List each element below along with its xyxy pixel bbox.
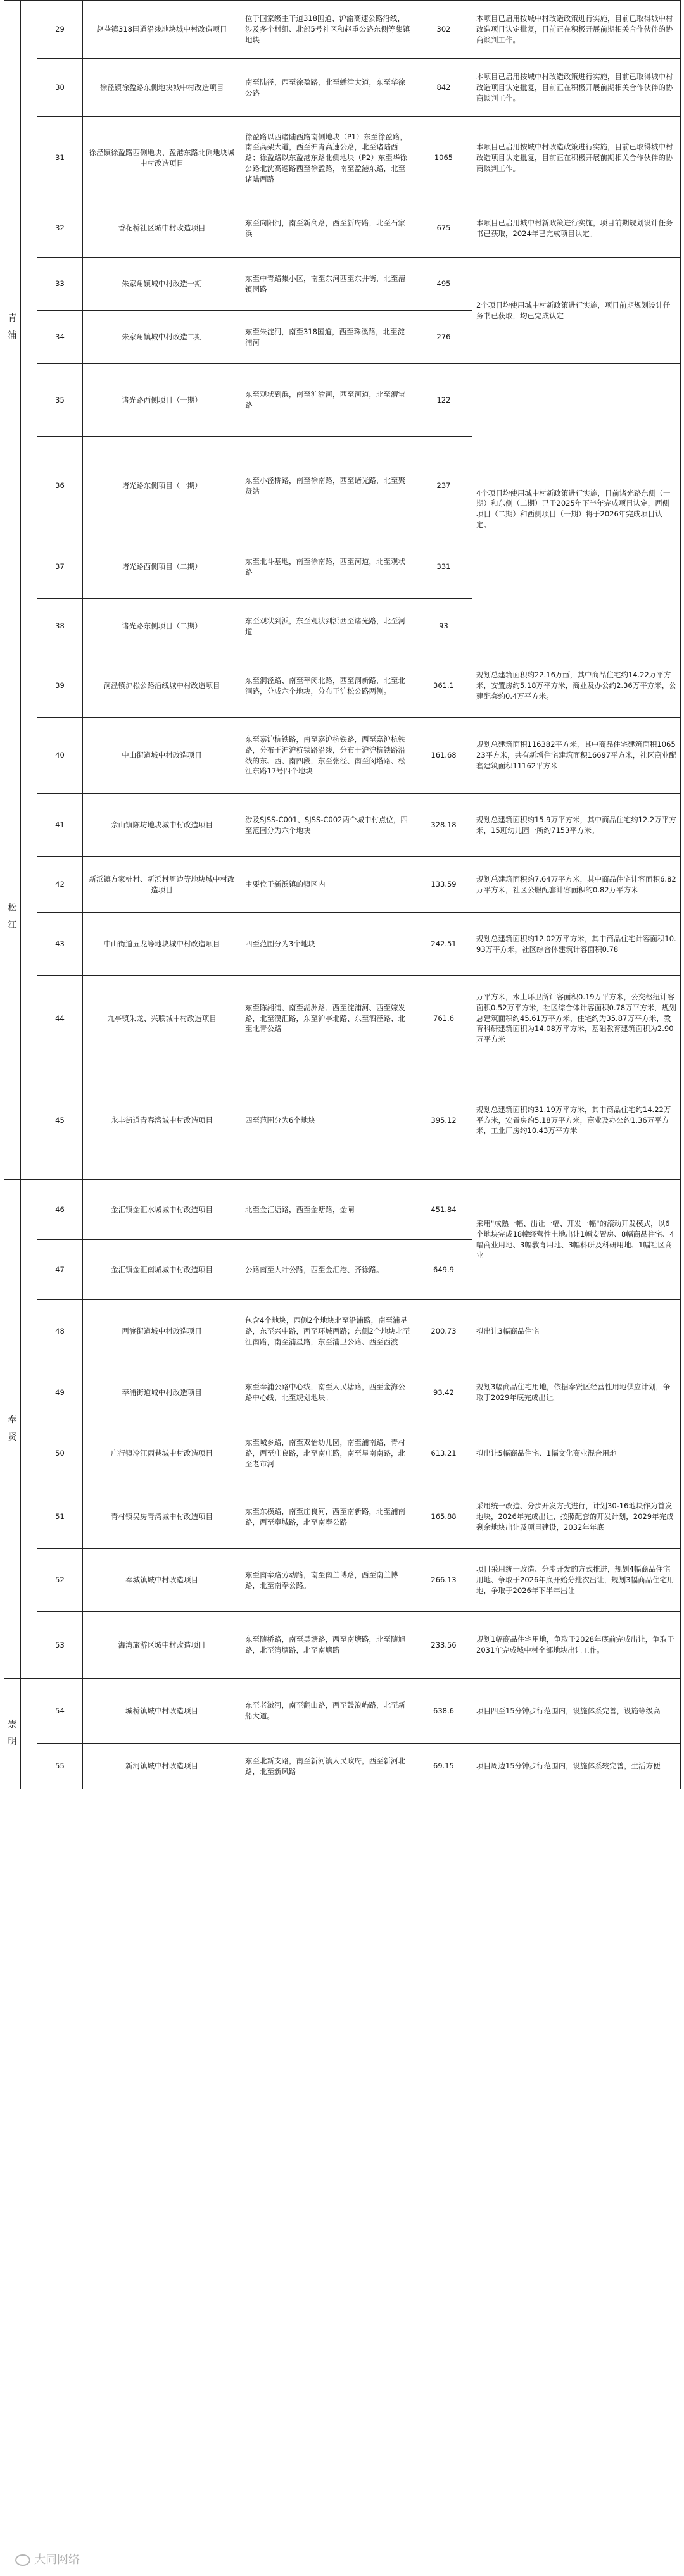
row-number: 32 xyxy=(37,199,83,258)
row-number: 29 xyxy=(37,1,83,59)
project-area: 302 xyxy=(415,1,472,59)
project-name: 徐泾镇徐盈路西侧地块、盈港东路北侧地块城中村改造项目 xyxy=(83,117,241,199)
table-row xyxy=(4,794,681,857)
project-name: 诸光路西侧项目（二期） xyxy=(83,535,241,599)
project-range: 东至北斗基地，南至徐南路，西至河道，北至观状路 xyxy=(241,535,415,599)
project-note: 项目四至15分钟步行范围内，设施体系完善，设施等级高 xyxy=(472,1679,681,1744)
project-area: 165.88 xyxy=(415,1485,472,1549)
project-name: 诸光路东侧项目（一期） xyxy=(83,437,241,535)
project-area: 200.73 xyxy=(415,1300,472,1363)
row-number: 38 xyxy=(37,599,83,654)
table-row xyxy=(4,1300,681,1363)
project-range: 四至范围分为3个地块 xyxy=(241,913,415,976)
table-row xyxy=(4,1363,681,1422)
project-area: 93.42 xyxy=(415,1363,472,1422)
project-note: 规划总建筑面积约31.19万平方米，其中商品住宅约14.22万平方米，安置房约5.18万平方米，商业及办公约1.36万平方米，工业厂房约10.43万平方米 xyxy=(472,1061,681,1180)
project-note: 4个项目均使用城中村新政策进行实施，目前诸光路东侧（一期）和东侧（二期）已于2025年下半年完成项目认定，西侧项目（二期）和西侧项目（一期）将于2026年完成项目认定。 xyxy=(472,364,681,654)
table-row xyxy=(4,1744,681,1789)
table-row xyxy=(4,1549,681,1612)
project-name: 金汇镇金汇南城城中村改造项目 xyxy=(83,1240,241,1300)
project-note: 规划总建筑面积约12.02万平方米，其中商品住宅计容面积10.93万平方米，社区综合体建筑计容面积0.78 xyxy=(472,913,681,976)
watermark xyxy=(15,2551,80,2567)
project-range: 四至范围分为6个地块 xyxy=(241,1061,415,1180)
project-name: 海湾旅游区城中村改造项目 xyxy=(83,1612,241,1679)
project-range: 涉及SJSS-C001、SJSS-C002两个城中村点位，四至范围分为六个地块 xyxy=(241,794,415,857)
project-range: 东至小泾桥路，南至徐南路，西至诸光路，北至聚贤站 xyxy=(241,437,415,535)
row-number: 39 xyxy=(37,654,83,718)
project-range: 东至南奉路劳动路，南至南兰博路，西至南兰博路，北至南奉公路。 xyxy=(241,1549,415,1612)
watermark-text: 大同网络 xyxy=(34,2553,80,2566)
project-range: 东至城乡路，南至双怡幼儿园，南至浦南路，青村路，西至庄良路，北至南庄路，南至星南南路，北至老市河 xyxy=(241,1422,415,1485)
district-chongming xyxy=(4,1679,21,1789)
project-name: 金汇镇金汇水城城中村改造项目 xyxy=(83,1180,241,1240)
district-label: 松江 xyxy=(8,903,17,930)
project-area: 276 xyxy=(415,311,472,364)
table-row xyxy=(4,1,681,59)
row-number: 50 xyxy=(37,1422,83,1485)
project-range: 东至嘉沪杭铁路，南至嘉沪杭铁路，西至嘉沪杭铁路，分布于沪沪杭铁路沿线，分布于沪沪杭铁路沿线的东、西、南四段，东至张泾、南至闵塔路、松江东路17号四个地块 xyxy=(241,718,415,794)
project-note: 拟出让5幅商品住宅、1幅文化商业混合用地 xyxy=(472,1422,681,1485)
row-number: 46 xyxy=(37,1180,83,1240)
project-area: 613.21 xyxy=(415,1422,472,1485)
project-range: 东至洞泾路、南至莘闵北路，西至洞新路，北至北洞路，分成六个地块，分布于沪松公路两侧。 xyxy=(241,654,415,718)
district-label: 青浦 xyxy=(8,313,17,341)
project-note: 项目周边15分钟步行范围内，设施体系较完善，生活方便 xyxy=(472,1744,681,1789)
watermark-logo-icon xyxy=(15,2554,30,2566)
project-name: 徐泾镇徐盈路东侧地块城中村改造项目 xyxy=(83,59,241,117)
table-row xyxy=(4,258,681,311)
project-area: 675 xyxy=(415,199,472,258)
project-name: 奉浦街道城中村改造项目 xyxy=(83,1363,241,1422)
project-range: 东至向阳河，南至新高路，西至新府路，北至石家浜 xyxy=(241,199,415,258)
row-number: 40 xyxy=(37,718,83,794)
table-row xyxy=(4,117,681,199)
project-name: 新浜镇方家桩村、新浜村周边等地块城中村改造项目 xyxy=(83,857,241,913)
project-name: 香花桥社区城中村改造项目 xyxy=(83,199,241,258)
project-range: 公路南至大叶公路，西至金汇港、齐徐路。 xyxy=(241,1240,415,1300)
project-name: 诸光路东侧项目（二期） xyxy=(83,599,241,654)
row-number: 48 xyxy=(37,1300,83,1363)
project-range: 徐盈路以西诸陆西路南侧地块（P1）东至徐盈路，南至高架大道，西至沪青高速公路，北至诸陆西路；徐盈路以东盈港东路北侧地块（P2）东至华徐公路北沈高速路西至徐盈路，南至盈港东路，北至诸陆西路 xyxy=(241,117,415,199)
project-range: 东至北新支路，南至新河镇人民政府，西至新河北路，北至新风路 xyxy=(241,1744,415,1789)
project-note: 2个项目均使用城中村新政策进行实施，项目前期规划设计任务书已获取，均已完成认定 xyxy=(472,258,681,364)
project-name: 新河镇城中村改造项目 xyxy=(83,1744,241,1789)
project-note: 本项目已启用按城中村改造政策进行实施，目前已取得城中村改造项目认定批复，目前正在积极开展前期相关合作伙伴的协商谈判工作。 xyxy=(472,1,681,59)
district-label: 奉贤 xyxy=(8,1415,17,1442)
project-name: 赵巷镇318国道沿线地块城中村改造项目 xyxy=(83,1,241,59)
district-songjiang xyxy=(4,654,21,1180)
district-fengxian xyxy=(4,1180,21,1679)
project-table xyxy=(4,0,681,1789)
row-number: 52 xyxy=(37,1549,83,1612)
project-area: 842 xyxy=(415,59,472,117)
project-note: 采用"成熟一幅、出让一幅、开发一幅"的滚动开发模式，以6个地块完成18幢经营性土地出让1幅安置房、8幅商品住宅、4幅商业用地、3幅教育用地、3幅科研及科研用地、1幅社区商业 xyxy=(472,1180,681,1300)
project-note: 万平方米，水上环卫所计容面积0.19万平方米，公交枢纽计容面积0.52万平方米，社区综合体计容面积0.78万平方米，规划总建筑面积约45.61万平方米，住宅约为35.87万平方米，教育科研建筑面积为14.08万平方米，基础教育建筑面积为2.90万平方米 xyxy=(472,976,681,1061)
project-area: 233.56 xyxy=(415,1612,472,1679)
project-range: 主要位于新浜镇的镇区内 xyxy=(241,857,415,913)
table-row xyxy=(4,1485,681,1549)
project-area: 451.84 xyxy=(415,1180,472,1240)
project-range: 东至观状到浜，东至观状到浜西至诸光路，北至河道 xyxy=(241,599,415,654)
row-number: 34 xyxy=(37,311,83,364)
project-range: 位于国家级主干道318国道、沪渝高速公路沿线，涉及多个村组、北部5号社区和赵重公路东侧等集镇地块 xyxy=(241,1,415,59)
project-area: 361.1 xyxy=(415,654,472,718)
project-range: 东至随桥路，南至吴塘路，西至南塘路，北至随旭路，北至湾塘路，北至南塘路 xyxy=(241,1612,415,1679)
project-area: 328.18 xyxy=(415,794,472,857)
table-row xyxy=(4,976,681,1061)
project-range: 北至金汇塘路，西至金塘路，金闸 xyxy=(241,1180,415,1240)
project-name: 西渡街道城中村改造项目 xyxy=(83,1300,241,1363)
project-note: 本项目已启用按城中村改造政策进行实施，目前已取得城中村改造项目认定批复，目前正在积极开展前期相关合作伙伴的协商谈判工作。 xyxy=(472,59,681,117)
project-note: 本项目已启用城中村新政策进行实施，项目前期规划设计任务书已获取，2024年已完成项目认定。 xyxy=(472,199,681,258)
row-number: 36 xyxy=(37,437,83,535)
row-number: 31 xyxy=(37,117,83,199)
row-number: 53 xyxy=(37,1612,83,1679)
project-name: 洞泾镇沪松公路沿线城中村改造项目 xyxy=(83,654,241,718)
table-row xyxy=(4,1612,681,1679)
table-row xyxy=(4,1422,681,1485)
project-name: 永丰街道青春湾城中村改造项目 xyxy=(83,1061,241,1180)
table-row xyxy=(4,364,681,437)
project-name: 中山街道城中村改造项目 xyxy=(83,718,241,794)
table-row xyxy=(4,718,681,794)
project-area: 161.68 xyxy=(415,718,472,794)
project-note: 项目采用统一改造、分步开发的方式推进，规划4幅商品住宅用地、争取于2026年底开始分批次出让，规划3幅商品住宅用地，争取于2026年下半年出让 xyxy=(472,1549,681,1612)
project-area: 122 xyxy=(415,364,472,437)
project-note: 规划总建筑面积116382平方米，其中商品住宅建筑面积106523平方米，共有新增住宅建筑面积16697平方米，社区商业配套建筑面积11162平方米 xyxy=(472,718,681,794)
row-number: 41 xyxy=(37,794,83,857)
table-row xyxy=(4,59,681,117)
table-row xyxy=(4,654,681,718)
project-name: 诸光路西侧项目（一期） xyxy=(83,364,241,437)
project-area: 237 xyxy=(415,437,472,535)
project-range: 东至朱淀河，南至318国道，西至珠溪路，北至淀浦河 xyxy=(241,311,415,364)
project-note: 采用统一改造、分步开发方式进行，计划30-16地块作为首发地块，2026年完成出让，按照配套的开发计划，2029年完成剩余地块出让及项目建设，2032年年底 xyxy=(472,1485,681,1549)
project-name: 佘山镇陈坊地块城中村改造项目 xyxy=(83,794,241,857)
row-number: 42 xyxy=(37,857,83,913)
project-area: 93 xyxy=(415,599,472,654)
project-range: 东至陈湘浦、南至湖洲路、西至淀浦河、西至嫁发路，北至漠汇路，东至沪亭北路、东至泗泾路、北至北青公路 xyxy=(241,976,415,1061)
row-number: 49 xyxy=(37,1363,83,1422)
project-name: 城桥镇城中村改造项目 xyxy=(83,1679,241,1744)
project-range: 南至陆径，西至徐盈路，北至蟠津大道，东至华徐公路 xyxy=(241,59,415,117)
table-row xyxy=(4,857,681,913)
row-number: 47 xyxy=(37,1240,83,1300)
project-area: 242.51 xyxy=(415,913,472,976)
district-chongming-blank xyxy=(21,1679,37,1789)
project-range: 包含4个地块，西侧2个地块北至沿浦路，南至浦星路，东至兴中路，西至环城西路；东侧2个地块北至江南路，南至浦星路，东至浦卫公路、西至西渡 xyxy=(241,1300,415,1363)
project-area: 331 xyxy=(415,535,472,599)
project-note: 规划3幅商品住宅用地，依据奉贤区经营性用地供应计划，争取于2029年底完成出让。 xyxy=(472,1363,681,1422)
row-number: 55 xyxy=(37,1744,83,1789)
row-number: 51 xyxy=(37,1485,83,1549)
project-name: 奉城镇城中村改造项目 xyxy=(83,1549,241,1612)
project-name: 九亭镇朱龙、兴联城中村改造项目 xyxy=(83,976,241,1061)
district-label: 崇明 xyxy=(8,1720,17,1747)
project-area: 266.13 xyxy=(415,1549,472,1612)
row-number: 33 xyxy=(37,258,83,311)
project-area: 133.59 xyxy=(415,857,472,913)
project-name: 中山街道五龙等地块城中村改造项目 xyxy=(83,913,241,976)
project-note: 规划总建筑面积约7.64万平方米，其中商品住宅计容面积6.82万平方米，社区公服配套计容面积约0.82万平方米 xyxy=(472,857,681,913)
project-area: 1065 xyxy=(415,117,472,199)
project-name: 青村镇吴房青湾城中村改造项目 xyxy=(83,1485,241,1549)
project-range: 东至观状到浜，南至沪渝河，西至河道，北至漕宝路 xyxy=(241,364,415,437)
project-range: 东至奉浦公路中心线，南至人民塘路，西至金海公路中心线，北至规划地块。 xyxy=(241,1363,415,1422)
table-row xyxy=(4,1679,681,1744)
table-row xyxy=(4,199,681,258)
project-range: 东至老滧河，南至翻山路，西至鼓浪屿路，北至新船大道。 xyxy=(241,1679,415,1744)
district-qingpu-blank xyxy=(21,1,37,654)
row-number: 43 xyxy=(37,913,83,976)
row-number: 44 xyxy=(37,976,83,1061)
project-area: 649.9 xyxy=(415,1240,472,1300)
project-note: 拟出让3幅商品住宅 xyxy=(472,1300,681,1363)
table-row xyxy=(4,913,681,976)
project-area: 495 xyxy=(415,258,472,311)
district-qingpu xyxy=(4,1,21,654)
district-fengxian-blank xyxy=(21,1180,37,1679)
table-row xyxy=(4,1180,681,1240)
project-note: 规划总建筑面积约15.9万平方米，其中商品住宅约12.2万平方米，15班幼儿园一所约7153平方米。 xyxy=(472,794,681,857)
project-area: 69.15 xyxy=(415,1744,472,1789)
project-area: 638.6 xyxy=(415,1679,472,1744)
project-note: 规划总建筑面积约22.16万㎡，其中商品住宅约14.22万平方米，安置房约5.18万平方米，商业及办公约2.36万平方米，公建配套约0.4万平方米。 xyxy=(472,654,681,718)
project-range: 东至中青路集小区，南至东河西至东井街，北至漕镇园路 xyxy=(241,258,415,311)
project-name: 朱家角镇城中村改造二期 xyxy=(83,311,241,364)
row-number: 37 xyxy=(37,535,83,599)
district-songjiang-blank xyxy=(21,654,37,1180)
table-row xyxy=(4,1061,681,1180)
row-number: 45 xyxy=(37,1061,83,1180)
project-note: 本项目已启用按城中村改造政策进行实施，目前已取得城中村改造项目认定批复，目前正在积极开展前期相关合作伙伴的协商谈判工作。 xyxy=(472,117,681,199)
project-range: 东至东横路，南至庄良河，西至南新路，北至浦南路，西至奉城路，北至南奉公路 xyxy=(241,1485,415,1549)
project-area: 761.6 xyxy=(415,976,472,1061)
project-area: 395.12 xyxy=(415,1061,472,1180)
project-name: 庄行镇冷江雨巷城中村改造项目 xyxy=(83,1422,241,1485)
project-name: 朱家角镇城中村改造一期 xyxy=(83,258,241,311)
row-number: 54 xyxy=(37,1679,83,1744)
row-number: 35 xyxy=(37,364,83,437)
project-note: 规划1幅商品住宅用地，争取于2028年底前完成出让，争取于2031年完成城中村全部地块出让工作。 xyxy=(472,1612,681,1679)
row-number: 30 xyxy=(37,59,83,117)
